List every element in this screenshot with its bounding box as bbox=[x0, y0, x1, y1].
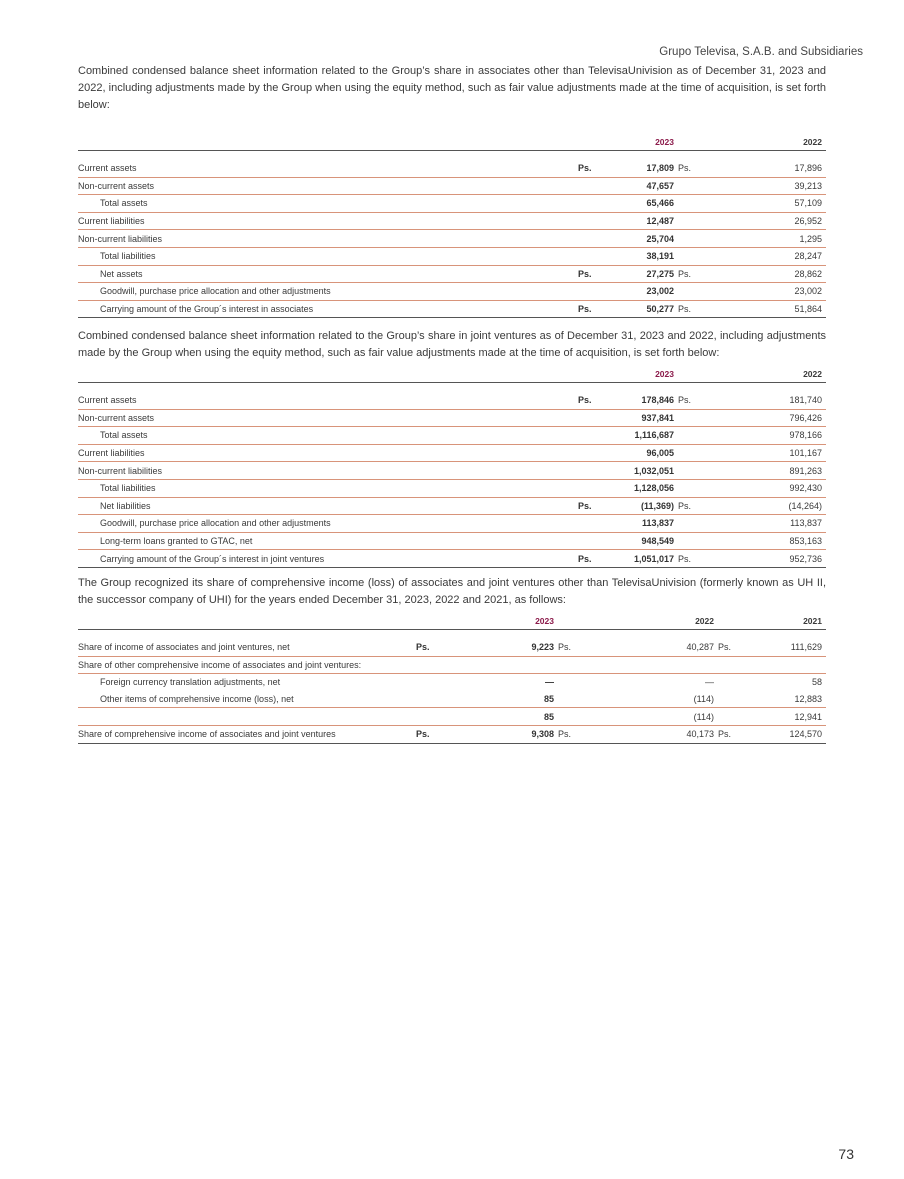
value-2022: 40,287 bbox=[686, 642, 714, 653]
currency-symbol: Ps. bbox=[416, 642, 430, 653]
row-label: Total assets bbox=[100, 198, 148, 209]
row-label: Share of other comprehensive income of associates and joint ventures: bbox=[78, 659, 362, 670]
value-2023: 948,549 bbox=[641, 536, 674, 547]
value-2022: 796,426 bbox=[789, 412, 822, 423]
row-label: Non-current liabilities bbox=[78, 465, 163, 476]
intro-comprehensive-income: The Group recognized its share of comprehensive income (loss) of associates and joint ventures other than TelevisaUnivision (formerly known as UH II, the successor company of UHI) for the years ended December 31, 2023, 2022 and 2021, as follows: bbox=[78, 577, 826, 606]
row-label: Long-term loans granted to GTAC, net bbox=[100, 536, 253, 547]
value-2021: 12,941 bbox=[794, 711, 822, 722]
row-label: Current liabilities bbox=[78, 216, 145, 227]
associates-balance-table bbox=[78, 134, 826, 318]
table-header-row bbox=[78, 134, 826, 151]
table-row bbox=[78, 409, 826, 427]
row-label: Total liabilities bbox=[100, 251, 156, 262]
year-header-2023: 2023 bbox=[655, 137, 674, 147]
value-2022: (114) bbox=[693, 694, 714, 705]
value-2022: 40,173 bbox=[686, 729, 714, 740]
year-header-2021: 2021 bbox=[803, 616, 822, 626]
currency-symbol: Ps. bbox=[578, 553, 592, 564]
value-2022: 952,736 bbox=[789, 553, 822, 564]
currency-symbol: Ps. bbox=[678, 268, 692, 279]
year-header-2022: 2022 bbox=[695, 616, 714, 626]
value-2022: (114) bbox=[693, 711, 714, 722]
value-2022: 1,295 bbox=[799, 233, 822, 244]
currency-symbol: Ps. bbox=[678, 553, 692, 564]
row-label: Goodwill, purchase price allocation and other adjustments bbox=[100, 286, 331, 297]
table-row bbox=[78, 300, 826, 318]
table-row bbox=[78, 230, 826, 248]
value-2023: 50,277 bbox=[646, 304, 674, 315]
table-row bbox=[78, 497, 826, 515]
row-label bbox=[78, 708, 416, 726]
table-row bbox=[78, 515, 826, 533]
value-2022: 57,109 bbox=[794, 198, 822, 209]
row-label: Carrying amount of the Group´s interest in joint ventures bbox=[100, 553, 325, 564]
row-label: Current assets bbox=[78, 395, 137, 406]
value-2021: 124,570 bbox=[789, 729, 822, 740]
currency-symbol: Ps. bbox=[416, 729, 430, 740]
value-2023: 27,275 bbox=[646, 268, 674, 279]
value-2021: 12,883 bbox=[794, 694, 822, 705]
value-2023: 1,051,017 bbox=[633, 553, 674, 564]
row-label: Current liabilities bbox=[78, 448, 145, 459]
table-row bbox=[78, 479, 826, 497]
value-2022: 978,166 bbox=[789, 430, 822, 441]
year-header-2023: 2023 bbox=[655, 369, 674, 379]
value-2022: 891,263 bbox=[789, 465, 822, 476]
table-header-row bbox=[78, 613, 826, 630]
value-2022: 23,002 bbox=[794, 286, 822, 297]
intro-joint-ventures: Combined condensed balance sheet information related to the Group’s share in joint ventures as of December 31, 2023 and 2022, including adjustments made by the Group when using the equity method, such as fair value adjustments made at the time of acquisition, is set forth below: bbox=[78, 330, 826, 359]
row-label: Other items of comprehensive income (loss), net bbox=[100, 694, 294, 705]
value-2023: 23,002 bbox=[646, 286, 674, 297]
currency-symbol: Ps. bbox=[578, 268, 592, 279]
table-row bbox=[78, 212, 826, 230]
currency-symbol: Ps. bbox=[558, 642, 572, 653]
value-2023: (11,369) bbox=[640, 500, 674, 511]
table-row bbox=[78, 462, 826, 480]
row-label: Carrying amount of the Group´s interest in associates bbox=[100, 304, 314, 315]
value-2022: 17,896 bbox=[794, 163, 822, 174]
document-header: Grupo Televisa, S.A.B. and Subsidiaries bbox=[659, 46, 863, 58]
table-row bbox=[78, 725, 826, 743]
year-header-2022: 2022 bbox=[803, 369, 822, 379]
value-2023: 1,032,051 bbox=[633, 465, 674, 476]
currency-symbol: Ps. bbox=[678, 304, 692, 315]
value-2022: (14,264) bbox=[788, 500, 822, 511]
row-label: Share of comprehensive income of associates and joint ventures bbox=[78, 729, 336, 740]
value-2022: 28,247 bbox=[794, 251, 822, 262]
table-header-row bbox=[78, 366, 826, 383]
value-2022: 39,213 bbox=[794, 180, 822, 191]
table-row bbox=[78, 639, 826, 656]
table-row bbox=[78, 283, 826, 301]
row-label: Foreign currency translation adjustments, net bbox=[100, 677, 281, 688]
page-number: 73 bbox=[838, 1146, 854, 1162]
value-2023: 38,191 bbox=[646, 251, 674, 262]
value-2023: 47,657 bbox=[646, 180, 674, 191]
currency-symbol: Ps. bbox=[678, 500, 692, 511]
table-row bbox=[78, 550, 826, 568]
year-header-2022: 2022 bbox=[803, 137, 822, 147]
row-label: Share of income of associates and joint ventures, net bbox=[78, 642, 290, 653]
value-2023: — bbox=[545, 677, 554, 688]
value-2023: 178,846 bbox=[641, 395, 674, 406]
joint-ventures-balance-table bbox=[78, 366, 826, 568]
currency-symbol: Ps. bbox=[578, 500, 592, 511]
value-2023: 17,809 bbox=[646, 163, 674, 174]
value-2022: 101,167 bbox=[789, 448, 822, 459]
table-row bbox=[78, 708, 826, 726]
value-2022: 992,430 bbox=[789, 483, 822, 494]
value-2023: 9,223 bbox=[531, 642, 554, 653]
value-2022: 113,837 bbox=[790, 518, 822, 529]
value-2023: 1,116,687 bbox=[634, 430, 674, 441]
row-label: Total liabilities bbox=[100, 483, 156, 494]
row-label: Non-current assets bbox=[78, 180, 155, 191]
table-row bbox=[78, 427, 826, 445]
table-row bbox=[78, 532, 826, 550]
comprehensive-income-table bbox=[78, 613, 826, 744]
value-2023: 85 bbox=[543, 694, 554, 705]
table-row bbox=[78, 444, 826, 462]
value-2023: 96,005 bbox=[646, 448, 674, 459]
currency-symbol: Ps. bbox=[718, 729, 732, 740]
table-row bbox=[78, 691, 826, 708]
value-2022: — bbox=[705, 677, 714, 688]
value-2023: 9,308 bbox=[531, 729, 554, 740]
table-row bbox=[78, 674, 826, 691]
currency-symbol: Ps. bbox=[558, 729, 572, 740]
value-2022: 853,163 bbox=[789, 536, 822, 547]
value-2023: 85 bbox=[543, 711, 554, 722]
row-label: Non-current liabilities bbox=[78, 233, 163, 244]
currency-symbol: Ps. bbox=[678, 395, 692, 406]
table-row bbox=[78, 160, 826, 177]
currency-symbol: Ps. bbox=[578, 395, 592, 406]
value-2022: 181,740 bbox=[789, 395, 822, 406]
row-label: Non-current assets bbox=[78, 412, 155, 423]
table-row bbox=[78, 247, 826, 265]
value-2022: 28,862 bbox=[794, 268, 822, 279]
table-row bbox=[78, 656, 826, 674]
intro-associates: Combined condensed balance sheet information related to the Group’s share in associates other than TelevisaUnivision as of December 31, 2023 and 2022, including adjustments made by the Group when using the equity method, such as fair value adjustments made at the time of acquisition, is set forth below: bbox=[78, 65, 826, 111]
value-2023: 937,841 bbox=[641, 412, 674, 423]
value-2023: 25,704 bbox=[646, 233, 674, 244]
value-2021: 111,629 bbox=[790, 642, 822, 653]
value-2023: 12,487 bbox=[646, 216, 674, 227]
currency-symbol: Ps. bbox=[578, 163, 592, 174]
value-2023: 1,128,056 bbox=[633, 483, 674, 494]
row-label: Net assets bbox=[100, 268, 143, 279]
table-row bbox=[78, 177, 826, 195]
table-row bbox=[78, 265, 826, 283]
value-2023: 65,466 bbox=[646, 198, 674, 209]
table-row bbox=[78, 392, 826, 409]
value-2023: 113,837 bbox=[641, 518, 674, 529]
value-2022: 51,864 bbox=[794, 304, 822, 315]
table-row bbox=[78, 195, 826, 213]
currency-symbol: Ps. bbox=[718, 642, 732, 653]
row-label: Goodwill, purchase price allocation and other adjustments bbox=[100, 518, 331, 529]
currency-symbol: Ps. bbox=[578, 304, 592, 315]
row-label: Net liabilities bbox=[100, 500, 151, 511]
value-2022: 26,952 bbox=[794, 216, 822, 227]
value-2021: 58 bbox=[811, 677, 822, 688]
currency-symbol: Ps. bbox=[678, 163, 692, 174]
year-header-2023: 2023 bbox=[535, 616, 554, 626]
row-label: Total assets bbox=[100, 430, 148, 441]
row-label: Current assets bbox=[78, 163, 137, 174]
